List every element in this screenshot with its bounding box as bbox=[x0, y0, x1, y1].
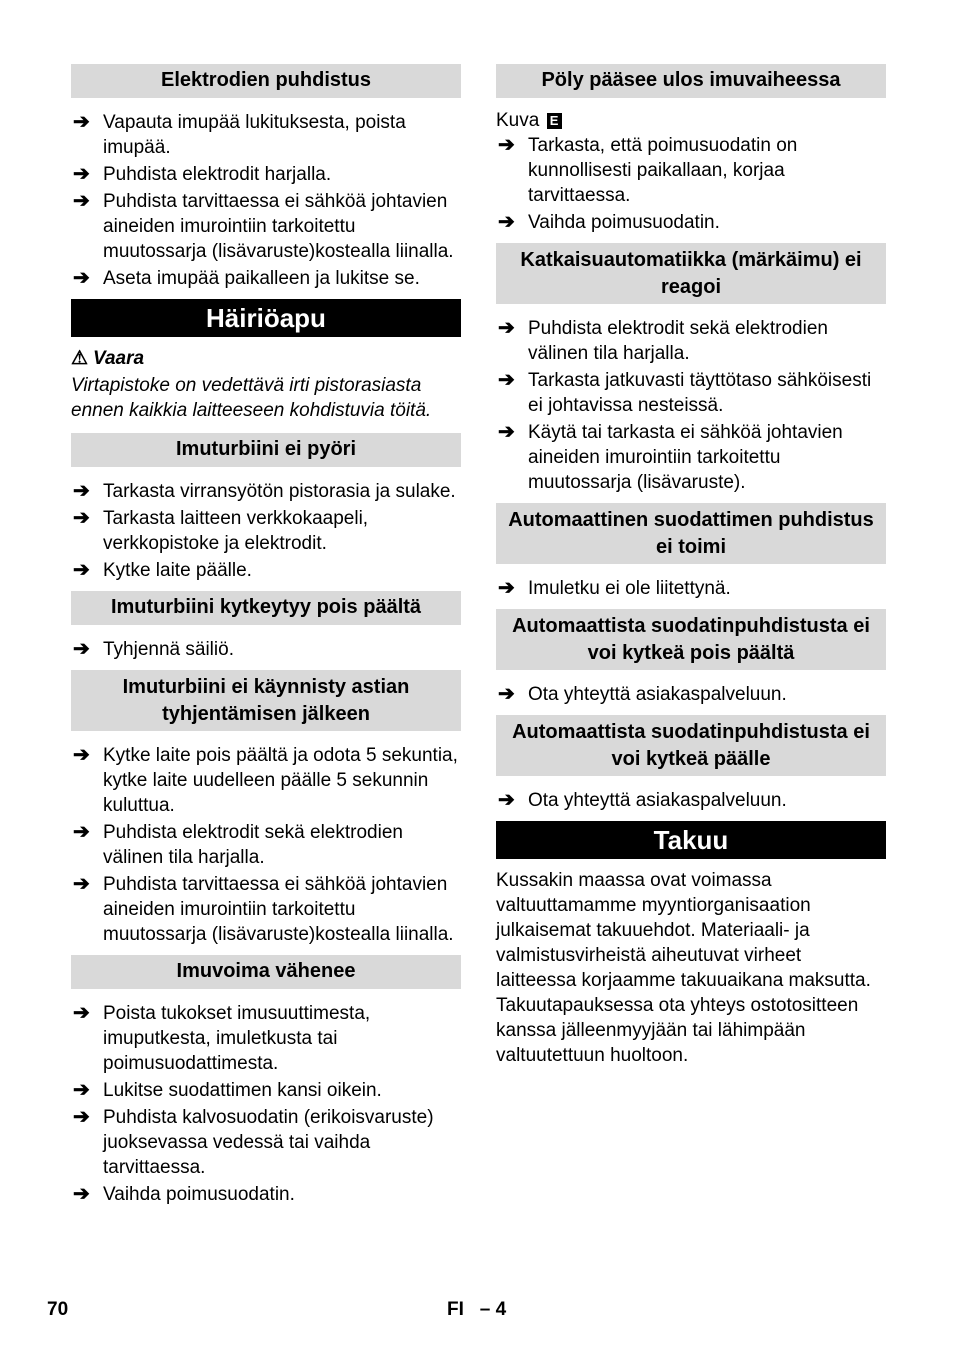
list-item: ➔ Käytä tai tarkasta ei sähköä johtavien aineiden imurointiin tarkoitettu muutossarja (lisävaruste). bbox=[498, 421, 843, 493]
arrow-right-icon: ➔ bbox=[498, 369, 515, 391]
warning-text: Virtapistoke on vedettävä irti pistorasiasta ennen kaikkia laitteeseen kohdistuvia töitä. bbox=[71, 375, 432, 421]
list-item: ➔ Puhdista elektrodit sekä elektrodien välinen tila harjalla. bbox=[73, 821, 403, 868]
list-item: ➔ Poista tukokset imusuuttimesta, imuputkesta, imuletkusta tai poimusuodattimesta. bbox=[73, 1002, 371, 1074]
list-item: ➔ Puhdista tarvittaessa ei sähköä johtavien aineiden imurointiin tarkoitettu muutossarja (lisävaruste)kostealla liinalla. bbox=[73, 190, 454, 262]
arrow-right-icon: ➔ bbox=[73, 111, 90, 133]
section-heading-auto-filter-cleaning-not-working: Automaattinen suodattimen puhdistus ei toimi bbox=[496, 503, 886, 564]
electrode-cleaning-list bbox=[71, 110, 461, 291]
arrow-right-icon: ➔ bbox=[73, 638, 90, 660]
arrow-right-icon: ➔ bbox=[498, 211, 515, 233]
main-heading-troubleshooting: Häiriöapu bbox=[71, 299, 461, 337]
arrow-right-icon: ➔ bbox=[498, 134, 515, 156]
section-heading-turbine-not-rotating: Imuturbiini ei pyöri bbox=[71, 433, 461, 467]
arrow-right-icon: ➔ bbox=[73, 1106, 90, 1128]
section-heading-turbine-switches-off: Imuturbiini kytkeytyy pois päältä bbox=[71, 591, 461, 625]
section-heading-electrode-cleaning: Elektrodien puhdistus bbox=[71, 64, 461, 98]
list-item: ➔ Kytke laite päälle. bbox=[73, 559, 252, 581]
list-item: ➔ Aseta imupää paikalleen ja lukitse se. bbox=[73, 267, 420, 289]
figure-reference: Kuva E bbox=[496, 108, 886, 133]
list-item: ➔ Tarkasta virransyötön pistorasia ja sulake. bbox=[73, 480, 456, 502]
list-item: ➔ Lukitse suodattimen kansi oikein. bbox=[73, 1079, 382, 1101]
arrow-right-icon: ➔ bbox=[498, 577, 515, 599]
left-column bbox=[71, 64, 461, 1215]
language-page-label: FI – 4 bbox=[447, 1299, 507, 1320]
arrow-right-icon: ➔ bbox=[498, 683, 515, 705]
section-heading-suction-decreases: Imuvoima vähenee bbox=[71, 955, 461, 989]
section-heading-cannot-switch-on-filter-cleaning: Automaattista suodatinpuhdistusta ei voi kytkeä päälle bbox=[496, 715, 886, 776]
arrow-right-icon: ➔ bbox=[73, 1079, 90, 1101]
list-item: ➔ Vaihda poimusuodatin. bbox=[498, 211, 720, 233]
arrow-right-icon: ➔ bbox=[73, 744, 90, 766]
shutoff-not-reacting-list bbox=[496, 316, 886, 495]
list-item: ➔ Vapauta imupää lukituksesta, poista imupää. bbox=[73, 111, 406, 158]
figure-badge: E bbox=[547, 113, 562, 129]
warning-triangle-icon: ⚠ bbox=[71, 348, 89, 369]
arrow-right-icon: ➔ bbox=[73, 1002, 90, 1024]
warning-label: ⚠ Vaara bbox=[71, 348, 145, 369]
list-item: ➔ Imuletku ei ole liitettynä. bbox=[498, 577, 731, 599]
list-item: ➔ Vaihda poimusuodatin. bbox=[73, 1183, 295, 1205]
section-heading-shutoff-not-reacting: Katkaisuautomatiikka (märkäimu) ei reagoi bbox=[496, 243, 886, 304]
arrow-right-icon: ➔ bbox=[73, 163, 90, 185]
list-item: ➔ Tarkasta laitteen verkkokaapeli, verkkopistoke ja elektrodit. bbox=[73, 507, 369, 554]
turbine-switches-off-list bbox=[71, 637, 461, 662]
list-item: ➔ Tyhjennä säiliö. bbox=[73, 638, 234, 660]
turbine-not-rotating-list bbox=[71, 479, 461, 583]
arrow-right-icon: ➔ bbox=[73, 559, 90, 581]
list-item: ➔ Tarkasta jatkuvasti täyttötaso sähköisesti ei johtavissa nesteissä. bbox=[498, 369, 872, 416]
section-heading-dust-escapes: Pöly pääsee ulos imuvaiheessa bbox=[496, 64, 886, 98]
list-item: ➔ Tarkasta, että poimusuodatin on kunnollisesti paikallaan, korjaa tarvittaessa. bbox=[498, 134, 798, 206]
arrow-right-icon: ➔ bbox=[73, 190, 90, 212]
cannot-switch-on-list bbox=[496, 788, 886, 813]
list-item: ➔ Puhdista elektrodit harjalla. bbox=[73, 163, 332, 185]
list-item: ➔ Ota yhteyttä asiakaspalveluun. bbox=[498, 683, 787, 705]
arrow-right-icon: ➔ bbox=[73, 821, 90, 843]
warranty-text: Kussakin maassa ovat voimassa valtuuttamamme myyntiorganisaation julkaisemat takuuehdot. Materiaali- ja valmistusvirheistä aiheutuvat virheet laitteessa korjaamme takuuaikana maksutta. Takuutapauksessa ota yhteys ostotositteen kanssa jälleenmyyjään tai lähimpään valtuutettuun huoltoon. bbox=[496, 870, 871, 1066]
page-number: 70 bbox=[47, 1299, 69, 1320]
main-heading-warranty: Takuu bbox=[496, 821, 886, 859]
arrow-right-icon: ➔ bbox=[73, 1183, 90, 1205]
turbine-not-starting-list bbox=[71, 743, 461, 947]
list-item: ➔ Puhdista kalvosuodatin (erikoisvaruste) juoksevassa vedessä tai vaihda tarvittaessa. bbox=[73, 1106, 434, 1178]
arrow-right-icon: ➔ bbox=[73, 267, 90, 289]
suction-decreases-list bbox=[71, 1001, 461, 1207]
arrow-right-icon: ➔ bbox=[73, 873, 90, 895]
arrow-right-icon: ➔ bbox=[498, 421, 515, 443]
section-heading-cannot-switch-off-filter-cleaning: Automaattista suodatinpuhdistusta ei voi kytkeä pois päältä bbox=[496, 609, 886, 670]
arrow-right-icon: ➔ bbox=[498, 789, 515, 811]
cannot-switch-off-list bbox=[496, 682, 886, 707]
section-heading-turbine-not-starting: Imuturbiini ei käynnisty astian tyhjentämisen jälkeen bbox=[71, 670, 461, 731]
auto-filter-cleaning-not-working-list bbox=[496, 576, 886, 601]
dust-escapes-list bbox=[496, 133, 886, 235]
list-item: ➔ Puhdista tarvittaessa ei sähköä johtavien aineiden imurointiin tarkoitettu muutossarja (lisävaruste)kostealla liinalla. bbox=[73, 873, 454, 945]
arrow-right-icon: ➔ bbox=[498, 317, 515, 339]
list-item: ➔ Puhdista elektrodit sekä elektrodien välinen tila harjalla. bbox=[498, 317, 828, 364]
list-item: ➔ Ota yhteyttä asiakaspalveluun. bbox=[498, 789, 787, 811]
list-item: ➔ Kytke laite pois päältä ja odota 5 sekuntia, kytke laite uudelleen päälle 5 sekunnin kuluttua. bbox=[73, 744, 458, 816]
arrow-right-icon: ➔ bbox=[73, 480, 90, 502]
right-column bbox=[496, 64, 886, 1068]
arrow-right-icon: ➔ bbox=[73, 507, 90, 529]
